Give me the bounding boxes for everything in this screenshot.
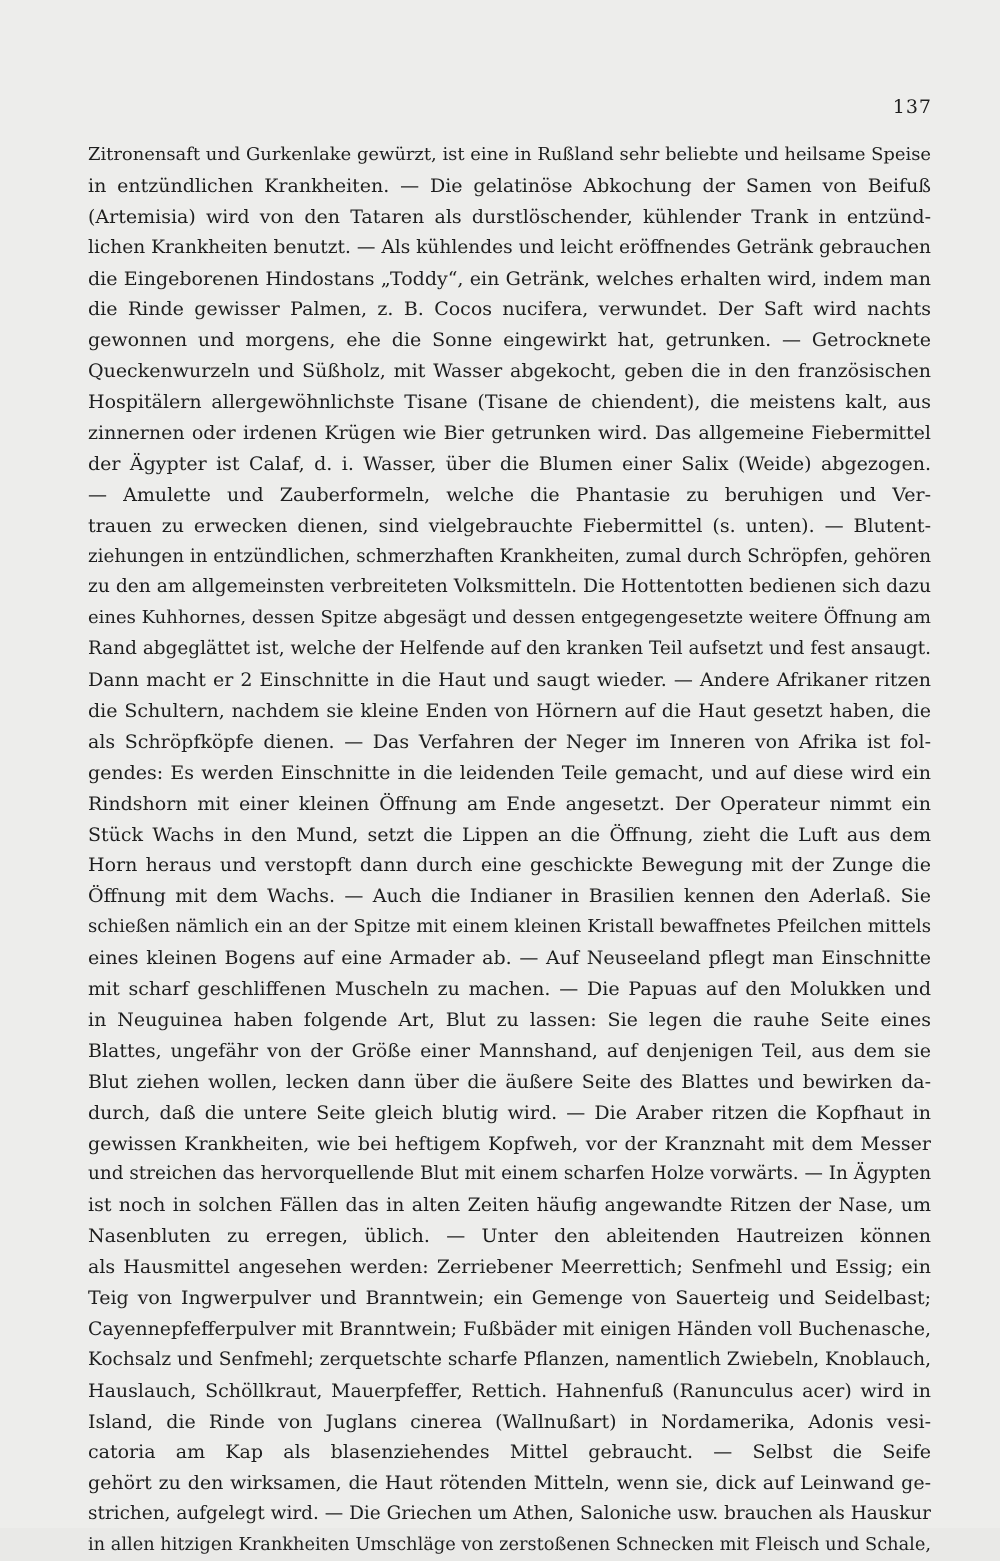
- body-text: [88, 140, 931, 1561]
- text-line: Teig von Ingwerpulver und Branntwein; ein Gemenge von Sauerteig und Seidelbast;: [88, 1286, 931, 1309]
- text-line: gewissen Krankheiten, wie bei heftigem Kopfweh, vor der Kranznaht mit dem Messer: [88, 1132, 931, 1155]
- text-line: durch, daß die untere Seite gleich blutig wird. — Die Araber ritzen die Kopfhaut in: [88, 1101, 931, 1124]
- text-line: catoria am Kap als blasenziehendes Mittel gebraucht. — Selbst die Seife: [88, 1441, 931, 1464]
- text-line: ziehungen in entzündlichen, schmerzhaften Krankheiten, zumal durch Schröpfen, gehören: [88, 545, 931, 567]
- text-line: Cayennepfefferpulver mit Branntwein; Fußbäder mit einigen Händen voll Buchenasche,: [88, 1317, 931, 1340]
- text-line: als Hausmittel angesehen werden: Zerriebener Meerrettich; Senfmehl und Essig; ein: [88, 1256, 931, 1279]
- text-line: strichen, aufgelegt wird. — Die Griechen um Athen, Saloniche usw. brauchen als Hauskur: [88, 1503, 931, 1525]
- text-line: Horn heraus und verstopft dann durch eine geschickte Bewegung mit der Zunge die: [88, 854, 931, 877]
- text-line: gewonnen und morgens, ehe die Sonne eingewirkt hat, getrunken. — Getrocknete: [88, 329, 931, 352]
- text-line: Nasenbluten zu erregen, üblich. — Unter den ableitenden Hautreizen können: [88, 1225, 931, 1248]
- text-line: Blattes, ungefähr von der Größe einer Mannshand, auf denjenigen Teil, aus dem sie: [88, 1039, 931, 1062]
- text-line: der Ägypter ist Calaf, d. i. Wasser, über die Blumen einer Salix (Weide) abgezogen.: [88, 452, 931, 475]
- text-line: gendes: Es werden Einschnitte in die leidenden Teile gemacht, und auf diese wird ein: [88, 761, 931, 784]
- text-line: die Rinde gewisser Palmen, z. B. Cocos nucifera, verwundet. Der Saft wird nachts: [88, 298, 931, 321]
- text-line: Island, die Rinde von Juglans cinerea (Wallnußart) in Nordamerika, Adonis vesi-: [88, 1410, 931, 1433]
- text-line: — Amulette und Zauberformeln, welche die Phantasie zu beruhigen und Ver-: [88, 483, 931, 506]
- text-line: Blut ziehen wollen, lecken dann über die äußere Seite des Blattes und bewirken da-: [88, 1070, 931, 1093]
- text-line: lichen Krankheiten benutzt. — Als kühlendes und leicht eröffnendes Getränk gebrauchen: [88, 236, 931, 258]
- page-number: 137: [892, 96, 932, 118]
- text-line: in allen hitzigen Krankheiten Umschläge von zerstoßenen Schnecken mit Fleisch und Schale,: [88, 1535, 931, 1556]
- text-line: Stück Wachs in den Mund, setzt die Lippen an die Öffnung, zieht die Luft aus dem: [88, 823, 931, 846]
- text-line: zu den am allgemeinsten verbreiteten Volksmitteln. Die Hottentotten bedienen sich dazu: [88, 576, 931, 598]
- text-line: Kochsalz und Senfmehl; zerquetschte scharfe Pflanzen, namentlich Zwiebeln, Knoblauch,: [88, 1348, 931, 1370]
- text-line: ist noch in solchen Fällen das in alten Zeiten häufig angewandte Ritzen der Nase, um: [88, 1194, 931, 1217]
- text-line: die Eingeborenen Hindostans „Toddy“, ein Getränk, welches erhalten wird, indem man: [88, 267, 931, 290]
- text-line: Queckenwurzeln und Süßholz, mit Wasser abgekocht, geben die in den französischen: [88, 360, 931, 383]
- text-line: in entzündlichen Krankheiten. — Die gelatinöse Abkochung der Samen von Beifuß: [88, 174, 931, 197]
- text-line: (Artemisia) wird von den Tataren als durstlöschender, kühlender Trank in entzünd-: [88, 205, 931, 228]
- text-line: Rand abgeglättet ist, welche der Helfende auf den kranken Teil aufsetzt und fest ansaugt.: [88, 638, 931, 660]
- text-line: Dann macht er 2 Einschnitte in die Haut und saugt wieder. — Andere Afrikaner ritzen: [88, 669, 931, 692]
- text-line: in Neuguinea haben folgende Art, Blut zu lassen: Sie legen die rauhe Seite eines: [88, 1008, 931, 1031]
- text-line: und streichen das hervorquellende Blut mit einem scharfen Holze vorwärts. — In Ägypten: [88, 1163, 932, 1185]
- text-line: Rindshorn mit einer kleinen Öffnung am Ende angesetzt. Der Operateur nimmt ein: [88, 792, 931, 815]
- text-line: die Schultern, nachdem sie kleine Enden von Hörnern auf die Haut gesetzt haben, die: [88, 700, 931, 723]
- text-line: Öffnung mit dem Wachs. — Auch die Indianer in Brasilien kennen den Aderlaß. Sie: [88, 885, 931, 908]
- text-line: mit scharf geschliffenen Muscheln zu machen. — Die Papuas auf den Molukken und: [88, 978, 931, 1001]
- text-line: Zitronensaft und Gurkenlake gewürzt, ist eine in Rußland sehr beliebte und heilsame Speise: [88, 144, 931, 165]
- text-line: gehört zu den wirksamen, die Haut rötenden Mitteln, wenn sie, dick auf Leinwand ge-: [88, 1472, 931, 1495]
- text-line: als Schröpfköpfe dienen. — Das Verfahren der Neger im Inneren von Afrika ist fol-: [88, 730, 931, 753]
- text-line: Hospitälern allergewöhnlichste Tisane (Tisane de chiendent), die meistens kalt, aus: [88, 391, 931, 414]
- text-line: eines kleinen Bogens auf eine Armader ab. — Auf Neuseeland pflegt man Einschnitte: [88, 947, 931, 970]
- text-line: trauen zu erwecken dienen, sind vielgebrauchte Fiebermittel (s. unten). — Blutent-: [88, 514, 931, 537]
- text-line: Hauslauch, Schöllkraut, Mauerpfeffer, Rettich. Hahnenfuß (Ranunculus acer) wird in: [88, 1379, 931, 1402]
- text-line: schießen nämlich ein an der Spitze mit einem kleinen Kristall bewaffnetes Pfeilchen mittels: [88, 916, 931, 938]
- text-line: eines Kuhhornes, dessen Spitze abgesägt und dessen entgegengesetzte weitere Öffnung am: [88, 607, 931, 629]
- text-line: zinnernen oder irdenen Krügen wie Bier getrunken wird. Das allgemeine Fiebermittel: [88, 422, 931, 445]
